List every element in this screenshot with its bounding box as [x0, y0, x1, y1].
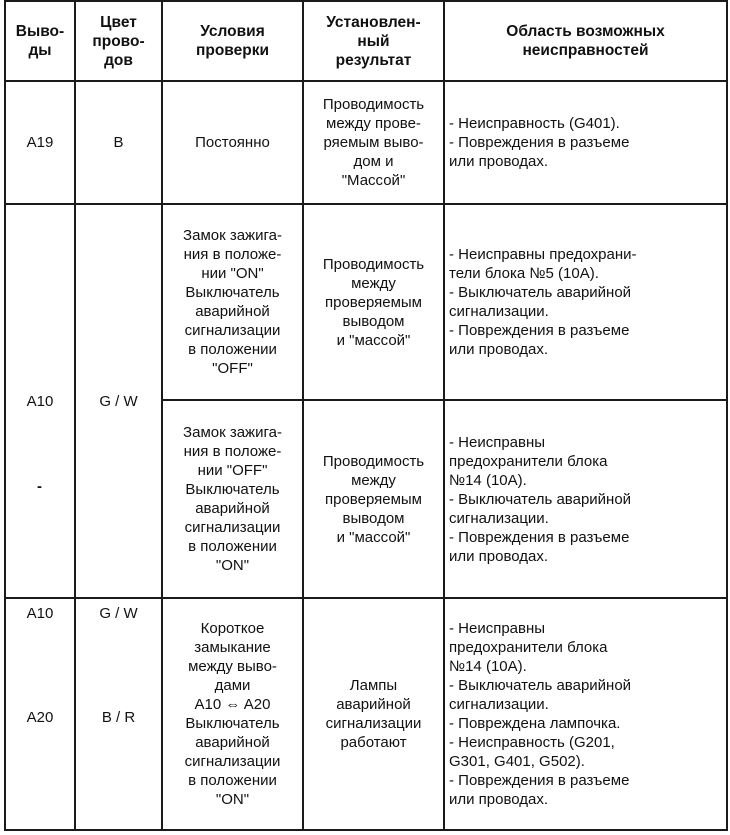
text-line: "Массой"	[341, 172, 406, 189]
text-line: - Неисправность (G401).	[449, 115, 620, 132]
text-line: - Повреждения в разъеме	[449, 322, 630, 339]
header-row	[5, 1, 727, 81]
text-line: между	[351, 471, 396, 489]
text-line: - Повреждения в разъеме	[449, 134, 630, 151]
text-line: или проводах.	[449, 341, 549, 358]
text-line: - Повреждена лампочка.	[449, 715, 621, 732]
text-line: предохранители блока	[449, 452, 608, 470]
text-line: Условия	[200, 23, 265, 40]
text-line: Область возможных	[506, 23, 665, 40]
text-line: Лампы	[349, 677, 398, 694]
text-line: Короткое	[200, 620, 265, 637]
condition-cell	[162, 81, 303, 204]
text-line: нии "OFF"	[197, 462, 268, 479]
text-line: сигнализации	[184, 519, 281, 536]
text-line: "ON"	[215, 557, 250, 574]
text-line: "OFF"	[212, 360, 253, 377]
text-line: Цвет	[100, 13, 137, 31]
text-line: - Неисправны	[449, 620, 546, 637]
text-line: - Выключатель аварийной	[449, 284, 632, 301]
text-line: проверяемым	[325, 293, 422, 311]
text-line: аварийной	[195, 734, 270, 751]
header-wire-color	[75, 1, 162, 81]
text-line: между прове-	[326, 115, 421, 132]
faults-cell	[444, 400, 727, 598]
wire-color-cell: G / W	[75, 204, 162, 598]
text-line: предохранители блока	[449, 639, 608, 656]
text-line: - Повреждения в разъеме	[449, 528, 630, 546]
row-dash-mark: -	[37, 478, 42, 495]
text-line: нии "ON"	[201, 265, 264, 282]
text-line: "ON"	[215, 791, 250, 808]
text-line: и "массой"	[336, 528, 411, 546]
text-line: дами	[214, 677, 251, 694]
text-line: Выво-	[15, 23, 65, 40]
text-line: аварийной	[195, 500, 270, 517]
wire-color-cell: B	[75, 81, 162, 204]
wire-color-value: G / W	[99, 605, 138, 622]
diagnostic-table-page	[4, 0, 728, 831]
text-line: проверки	[196, 42, 269, 59]
text-line: сигнализации	[184, 753, 281, 770]
text-line: Выключатель	[185, 284, 280, 301]
text-line: Замок зажига-	[183, 227, 282, 244]
text-line: Замок зажига-	[183, 424, 282, 441]
result-cell	[303, 400, 444, 598]
text-line: A10 ⇔ A20	[194, 696, 271, 713]
text-line: Проводимость	[322, 96, 425, 113]
faults-cell	[444, 81, 727, 204]
terminal-cell	[5, 598, 75, 830]
text-line: ряемым выво-	[323, 134, 424, 151]
terminal-value: A20	[26, 709, 54, 726]
text-line: дов	[104, 51, 133, 69]
text-line: и "массой"	[336, 331, 411, 349]
wire-color-cell	[75, 598, 162, 830]
text-line: - Выключатель аварийной	[449, 490, 632, 508]
condition-cell	[162, 400, 303, 598]
text-line: сигнализации	[325, 715, 422, 732]
faults-cell	[444, 598, 727, 830]
text-line: ния в положе-	[183, 246, 282, 263]
text-line: замыкание	[194, 639, 271, 656]
condition-cell	[162, 598, 303, 830]
text-line: Проводимость	[322, 452, 425, 470]
diagnostic-table	[4, 0, 728, 831]
text-line: Установлен-	[326, 13, 421, 31]
text-line: сигнализации.	[449, 509, 549, 527]
result-cell	[303, 598, 444, 830]
text-line: аварийной	[336, 696, 411, 713]
table-row	[5, 204, 727, 400]
text-line: тели блока №5 (10А).	[449, 265, 599, 282]
text-line: результат	[335, 51, 412, 69]
text-line: - Неисправны предохрани-	[449, 246, 637, 263]
faults-cell	[444, 204, 727, 400]
text-line: - Выключатель аварийной	[449, 677, 632, 694]
table-row	[5, 81, 727, 204]
terminal-cell: A19	[5, 81, 75, 204]
text-line: №14 (10А).	[449, 658, 527, 675]
text-line: выводом	[342, 312, 405, 330]
text-line: сигнализации.	[449, 696, 549, 713]
text-line: G301, G401, G502).	[449, 753, 585, 770]
result-cell	[303, 81, 444, 204]
text-line: или проводах.	[449, 791, 549, 808]
text-line: между выво-	[188, 658, 277, 675]
condition-cell	[162, 204, 303, 400]
terminal-value: A10	[26, 392, 54, 410]
text-line: №14 (10А).	[449, 471, 527, 489]
text-line: прово-	[92, 32, 145, 50]
text-line: аварийной	[195, 303, 270, 320]
text-line: - Повреждения в разъеме	[449, 772, 630, 789]
terminal-cell	[5, 204, 75, 598]
terminal-value: A10	[26, 605, 54, 622]
text-line: в положении	[188, 772, 277, 789]
text-line: дом и	[353, 153, 394, 170]
header-result	[303, 1, 444, 81]
header-faults	[444, 1, 727, 81]
text-line: сигнализации.	[449, 303, 549, 320]
wire-color-value: B / R	[101, 709, 136, 726]
text-line: неисправностей	[522, 42, 649, 59]
text-line: сигнализации	[184, 322, 281, 339]
text-line: Выключатель	[185, 715, 280, 732]
text-line: ния в положе-	[183, 443, 282, 460]
text-line: проверяемым	[325, 490, 422, 508]
text-line: в положении	[188, 341, 277, 358]
header-terminals	[5, 1, 75, 81]
text-line: ды	[28, 42, 52, 59]
text-line: - Неисправность (G201,	[449, 734, 615, 751]
text-line: - Неисправны	[449, 433, 546, 451]
header-conditions	[162, 1, 303, 81]
text-line: ный	[357, 32, 390, 50]
result-cell	[303, 204, 444, 400]
text-line: Постоянно	[195, 134, 270, 151]
text-line: или проводах.	[449, 153, 549, 170]
text-line: работают	[340, 734, 407, 751]
table-row	[5, 598, 727, 830]
text-line: между	[351, 274, 396, 292]
text-line: Проводимость	[322, 255, 425, 273]
text-line: Выключатель	[185, 481, 280, 498]
text-line: выводом	[342, 509, 405, 527]
text-line: или проводах.	[449, 547, 549, 565]
text-line: в положении	[188, 538, 277, 555]
